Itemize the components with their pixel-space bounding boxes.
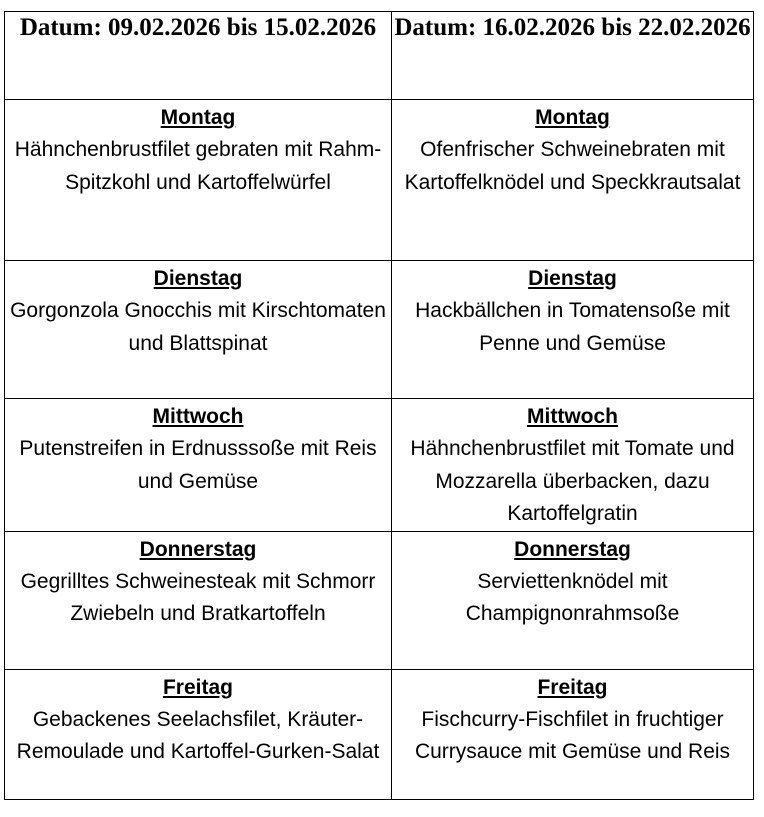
week-2-dienstag-cell: [392, 261, 754, 399]
dish-text: Fischcurry-Fischfilet in fruchtiger Currysauce mit Gemüse und Reis: [414, 707, 731, 763]
day-label: Donnerstag: [514, 537, 631, 561]
dish-text: Hähnchenbrustfilet mit Tomate und Mozzarella überbacken, dazu Kartoffelgratin: [410, 437, 735, 525]
day-label: Freitag: [537, 675, 608, 699]
row-montag: [5, 100, 754, 261]
week-1-dienstag-cell: [5, 261, 392, 399]
row-freitag: [5, 669, 754, 799]
week-1-montag-cell: [5, 100, 392, 261]
dish-text: Hackbällchen in Tomatensoße mit Penne und Gemüse: [415, 299, 730, 355]
row-donnerstag: [5, 531, 754, 669]
week-2-donnerstag-cell: [392, 531, 754, 669]
menu-table: [4, 11, 754, 800]
dish-text: Hähnchenbrustfilet gebraten mit Rahm-Spitzkohl und Kartoffelwürfel: [14, 138, 382, 194]
day-label: Dienstag: [153, 267, 243, 290]
week-2-mittwoch-cell: [392, 399, 754, 532]
day-label: Mittwoch: [152, 405, 244, 428]
week-2-date-range: Datum: 16.02.2026 bis 22.02.2026: [392, 12, 754, 100]
row-dienstag: [5, 261, 754, 399]
row-mittwoch: [5, 399, 754, 532]
dish-text: Gorgonzola Gnocchis mit Kirschtomaten und Blattspinat: [10, 299, 386, 355]
week-1-mittwoch-cell: [5, 399, 392, 532]
day-label: Donnerstag: [139, 537, 257, 561]
header-row: [5, 12, 754, 100]
week-1-date-range: Datum: 09.02.2026 bis 15.02.2026: [5, 12, 392, 100]
dish-text: Putenstreifen in Erdnusssoße mit Reis und Gemüse: [19, 437, 377, 493]
day-label: Mittwoch: [527, 405, 618, 428]
day-label: Montag: [160, 106, 236, 129]
week-2-montag-cell: [392, 100, 754, 261]
dish-text: Serviettenknödel mit Champignonrahmsoße: [465, 569, 680, 625]
day-label: Dienstag: [528, 267, 617, 290]
week-1-freitag-cell: [5, 669, 392, 799]
day-label: Freitag: [162, 675, 233, 699]
dish-text: Gegrilltes Schweinesteak mit Schmorr Zwiebeln und Bratkartoffeln: [20, 569, 376, 625]
day-label: Montag: [535, 106, 610, 129]
dish-text: Ofenfrischer Schweinebraten mit Kartoffelknödel und Speckkrautsalat: [404, 138, 741, 194]
dish-text: Gebackenes Seelachsfilet, Kräuter-Remoulade und Kartoffel-Gurken-Salat: [16, 707, 380, 763]
week-2-freitag-cell: [392, 669, 754, 799]
week-1-donnerstag-cell: [5, 531, 392, 669]
